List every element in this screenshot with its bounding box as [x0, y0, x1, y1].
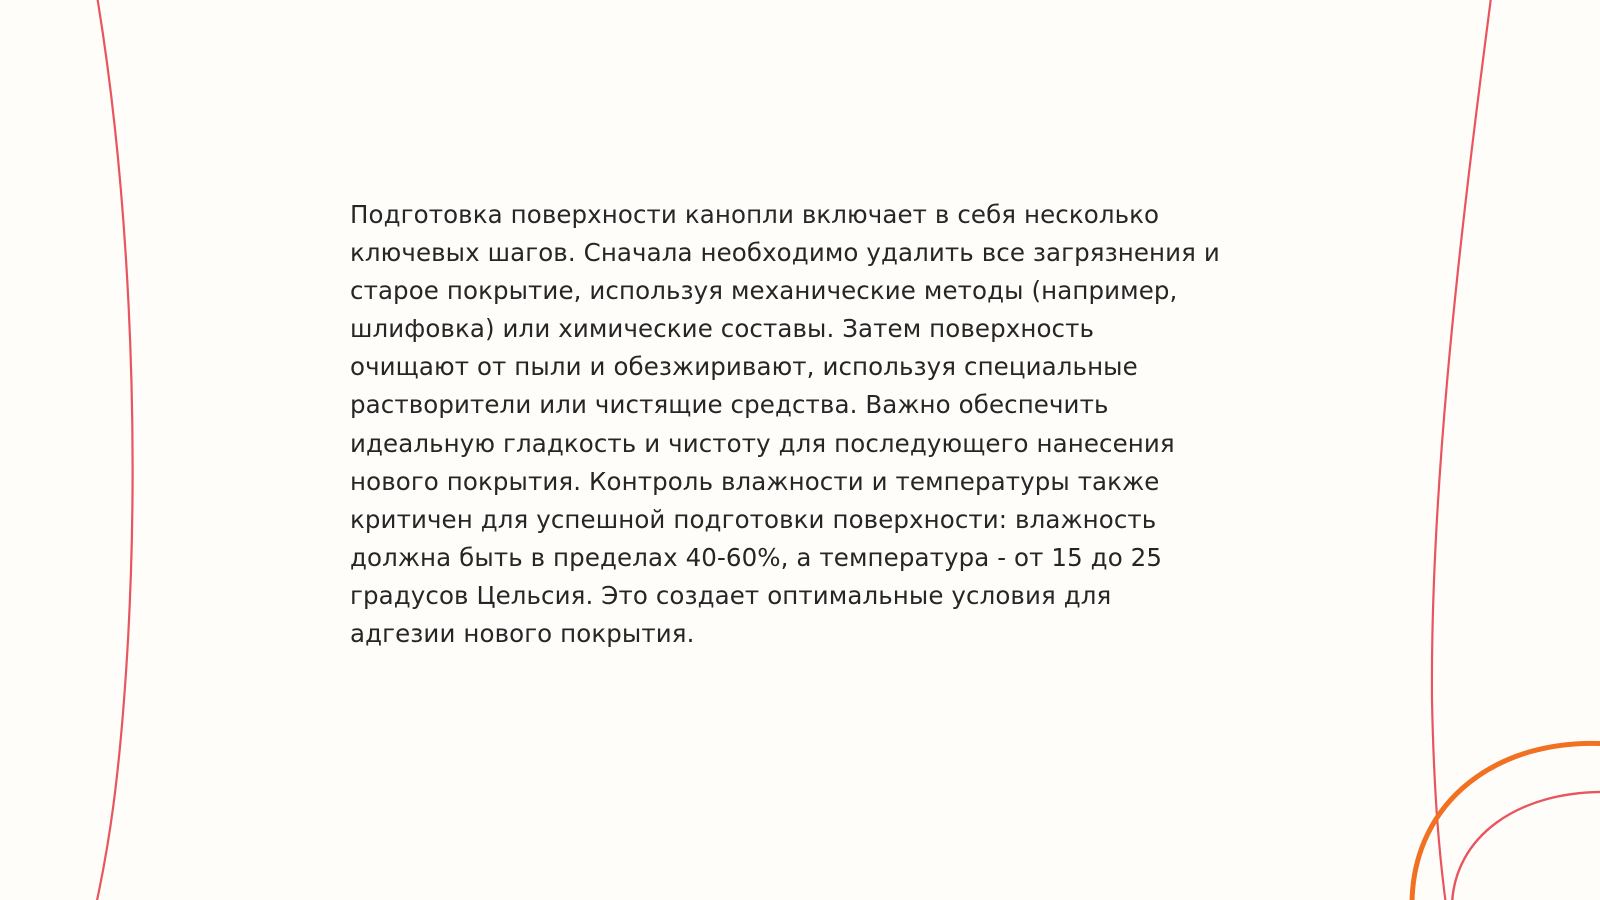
slide-body-text: Подготовка поверхности канопли включает в себя несколько ключевых шагов. Сначала необходимо удалить все загрязнения и старое покрытие, используя механические методы (например, шлифовка) или химические составы. Затем поверхность очищают от пыли и обезжиривают, используя специальные растворители или чистящие средства. Важно обеспечить идеальную гладкость и чистоту для последующего нанесения нового покрытия. Контроль влажности и температуры также критичен для успешной подготовки поверхности: влажность должна быть в пределах 40-60%, а температура - от 15 до 25 градусов Цельсия. Это создает оптимальные условия для адгезии нового покрытия.: [350, 200, 1228, 649]
left-curve-line: [96, 0, 133, 900]
corner-arc-orange: [1412, 743, 1600, 900]
right-curve-line: [1432, 0, 1492, 900]
corner-arc-red: [1452, 792, 1600, 900]
